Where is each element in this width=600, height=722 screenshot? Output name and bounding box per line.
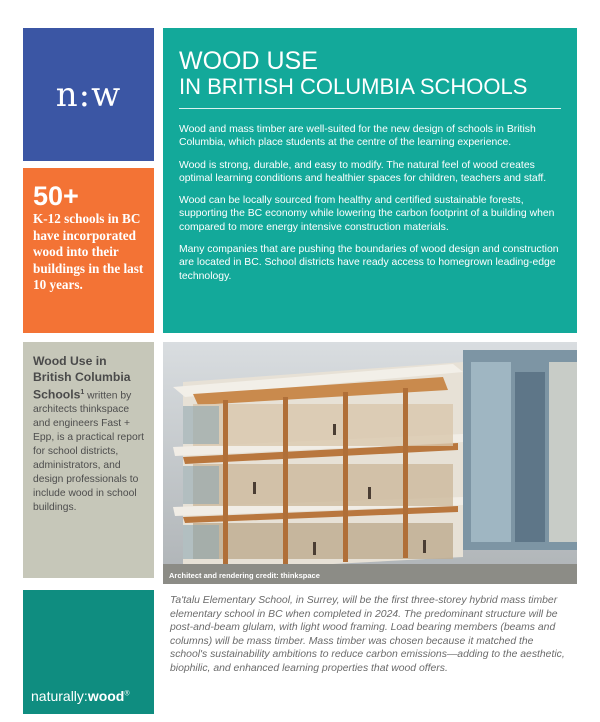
header-block	[163, 28, 577, 333]
brand-block	[23, 590, 154, 714]
brand-part-1: naturally:	[31, 688, 88, 704]
photo-credit: Architect and rendering credit: thinkspace	[169, 571, 320, 580]
stat-description: K-12 schools in BC have incorporated wood into their buildings in the last 10 years.	[33, 211, 144, 292]
intro-paragraph-3: Wood can be locally sourced from healthy and certified sustainable forests, supporting the BC economy while lowering the carbon footprint of a building when compared to more energy intensive construction materials.	[179, 195, 555, 233]
brand-part-2: wood	[87, 688, 125, 704]
report-title: Wood Use in British Columbia Schools	[33, 354, 131, 402]
school-rendering-illustration	[163, 342, 577, 584]
stat-number: 50+	[33, 181, 79, 211]
intro-paragraph-4: Many companies that are pushing the boundaries of wood design and construction are located in BC. School districts have ready access to homegrown leading-edge technology.	[179, 244, 559, 282]
intro-paragraph-1: Wood and mass timber are well-suited for the new design of schools in British Columbia, which place students at the centre of the learning experience.	[179, 124, 536, 149]
nw-logo-text: n:w	[55, 74, 122, 115]
title-line-2: IN BRITISH COLUMBIA SCHOOLS	[179, 74, 528, 99]
report-footnote-mark: 1	[80, 389, 85, 396]
title-line-1: WOOD USE	[179, 47, 318, 75]
brand-mark: ®	[124, 690, 130, 698]
photo-caption: Ta'talu Elementary School, in Surrey, will be the first three-storey hybrid mass timber elementary school in BC when completed in 2024. The predominant structure will be post-and-beam glulam, with light wood framing. Load bearing members (beams and columns) will be mass timber. Mass timber was chosen because it matched the school's sustainability ambitions to reduce carbon emissions—adding to the aesthetic, biophilic, and enhanced learning properties that wood offers.	[170, 595, 565, 674]
title-divider	[179, 108, 561, 109]
nw-logo-block	[23, 28, 154, 161]
report-block	[23, 342, 154, 578]
intro-paragraph-2: Wood is strong, durable, and easy to modify. The natural feel of wood creates optimal learning conditions and healthier spaces for children, teachers and staff.	[179, 159, 547, 184]
school-rendering	[163, 342, 577, 584]
report-body: written by architects thinkspace and engineers Fast + Epp, is a practical report for school districts, administrators, and design professionals to include wood in school buildings.	[33, 390, 145, 514]
naturally-wood-logo	[31, 688, 130, 704]
stat-block	[23, 168, 154, 333]
